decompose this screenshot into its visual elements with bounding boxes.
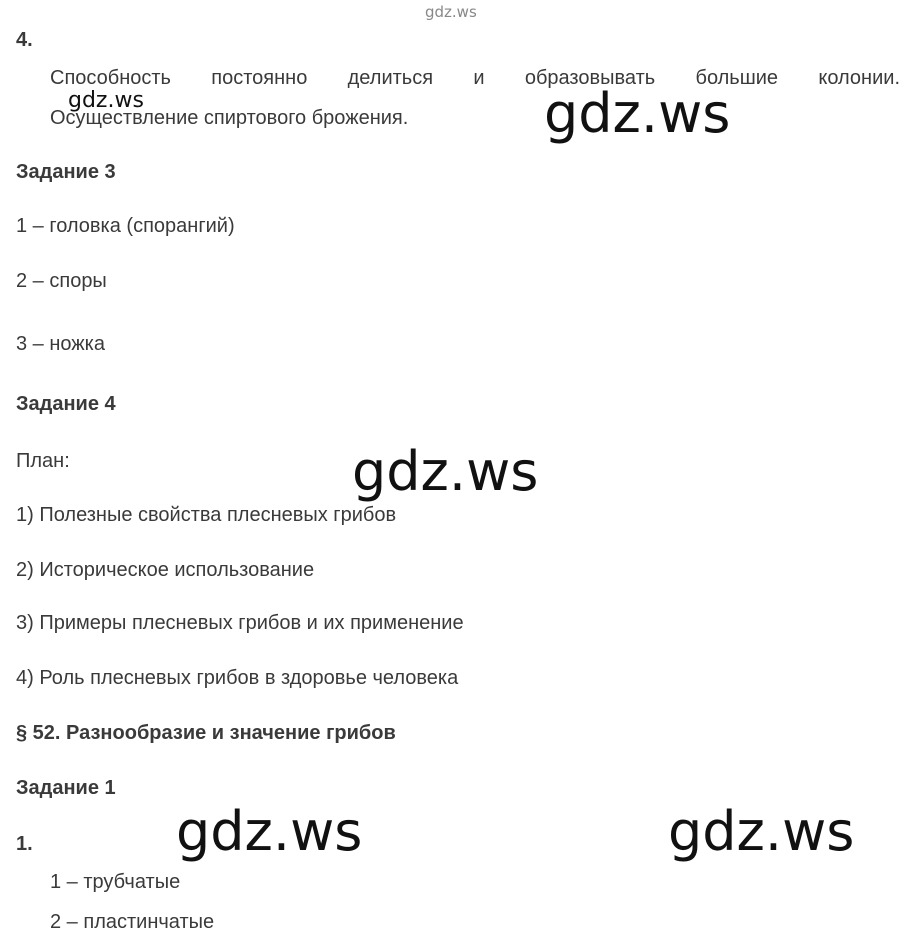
word: делиться: [347, 67, 434, 89]
item-number: 1.: [16, 833, 33, 855]
paragraph-line-2: Осуществление спиртового брожения.: [50, 107, 409, 129]
watermark-large-2: gdz.ws: [352, 440, 539, 503]
watermark-small: gdz.ws: [68, 88, 144, 113]
item-number: 4.: [16, 29, 33, 51]
section-heading: § 52. Разнообразие и значение грибов: [16, 722, 396, 744]
plan-label: План:: [16, 450, 70, 472]
word: образовывать: [524, 67, 656, 89]
list-item: 2 – пластинчатые: [50, 911, 215, 933]
word: постоянно: [211, 67, 308, 89]
watermark-top: gdz.ws: [425, 3, 477, 21]
watermark-large-4: gdz.ws: [668, 800, 855, 863]
list-item: 2 – споры: [16, 270, 107, 292]
list-item: 3 – ножка: [16, 333, 105, 355]
task1-heading: Задание 1: [16, 777, 116, 799]
task3-heading: Задание 3: [16, 161, 116, 183]
word: Способность: [50, 67, 171, 89]
word: и: [473, 67, 485, 89]
watermark-large-1: gdz.ws: [544, 82, 731, 145]
word: колонии.: [818, 67, 900, 89]
list-item: 4) Роль плесневых грибов в здоровье человека: [16, 667, 459, 689]
word: большие: [695, 67, 779, 89]
task4-heading: Задание 4: [16, 393, 116, 415]
list-item: 1 – трубчатые: [50, 871, 181, 893]
list-item: 1 – головка (спорангий): [16, 215, 235, 237]
list-item: 2) Историческое использование: [16, 559, 315, 581]
list-item: 1) Полезные свойства плесневых грибов: [16, 504, 397, 526]
paragraph-line-1: [50, 66, 900, 90]
list-item: 3) Примеры плесневых грибов и их применение: [16, 612, 464, 634]
watermark-large-3: gdz.ws: [176, 800, 363, 863]
